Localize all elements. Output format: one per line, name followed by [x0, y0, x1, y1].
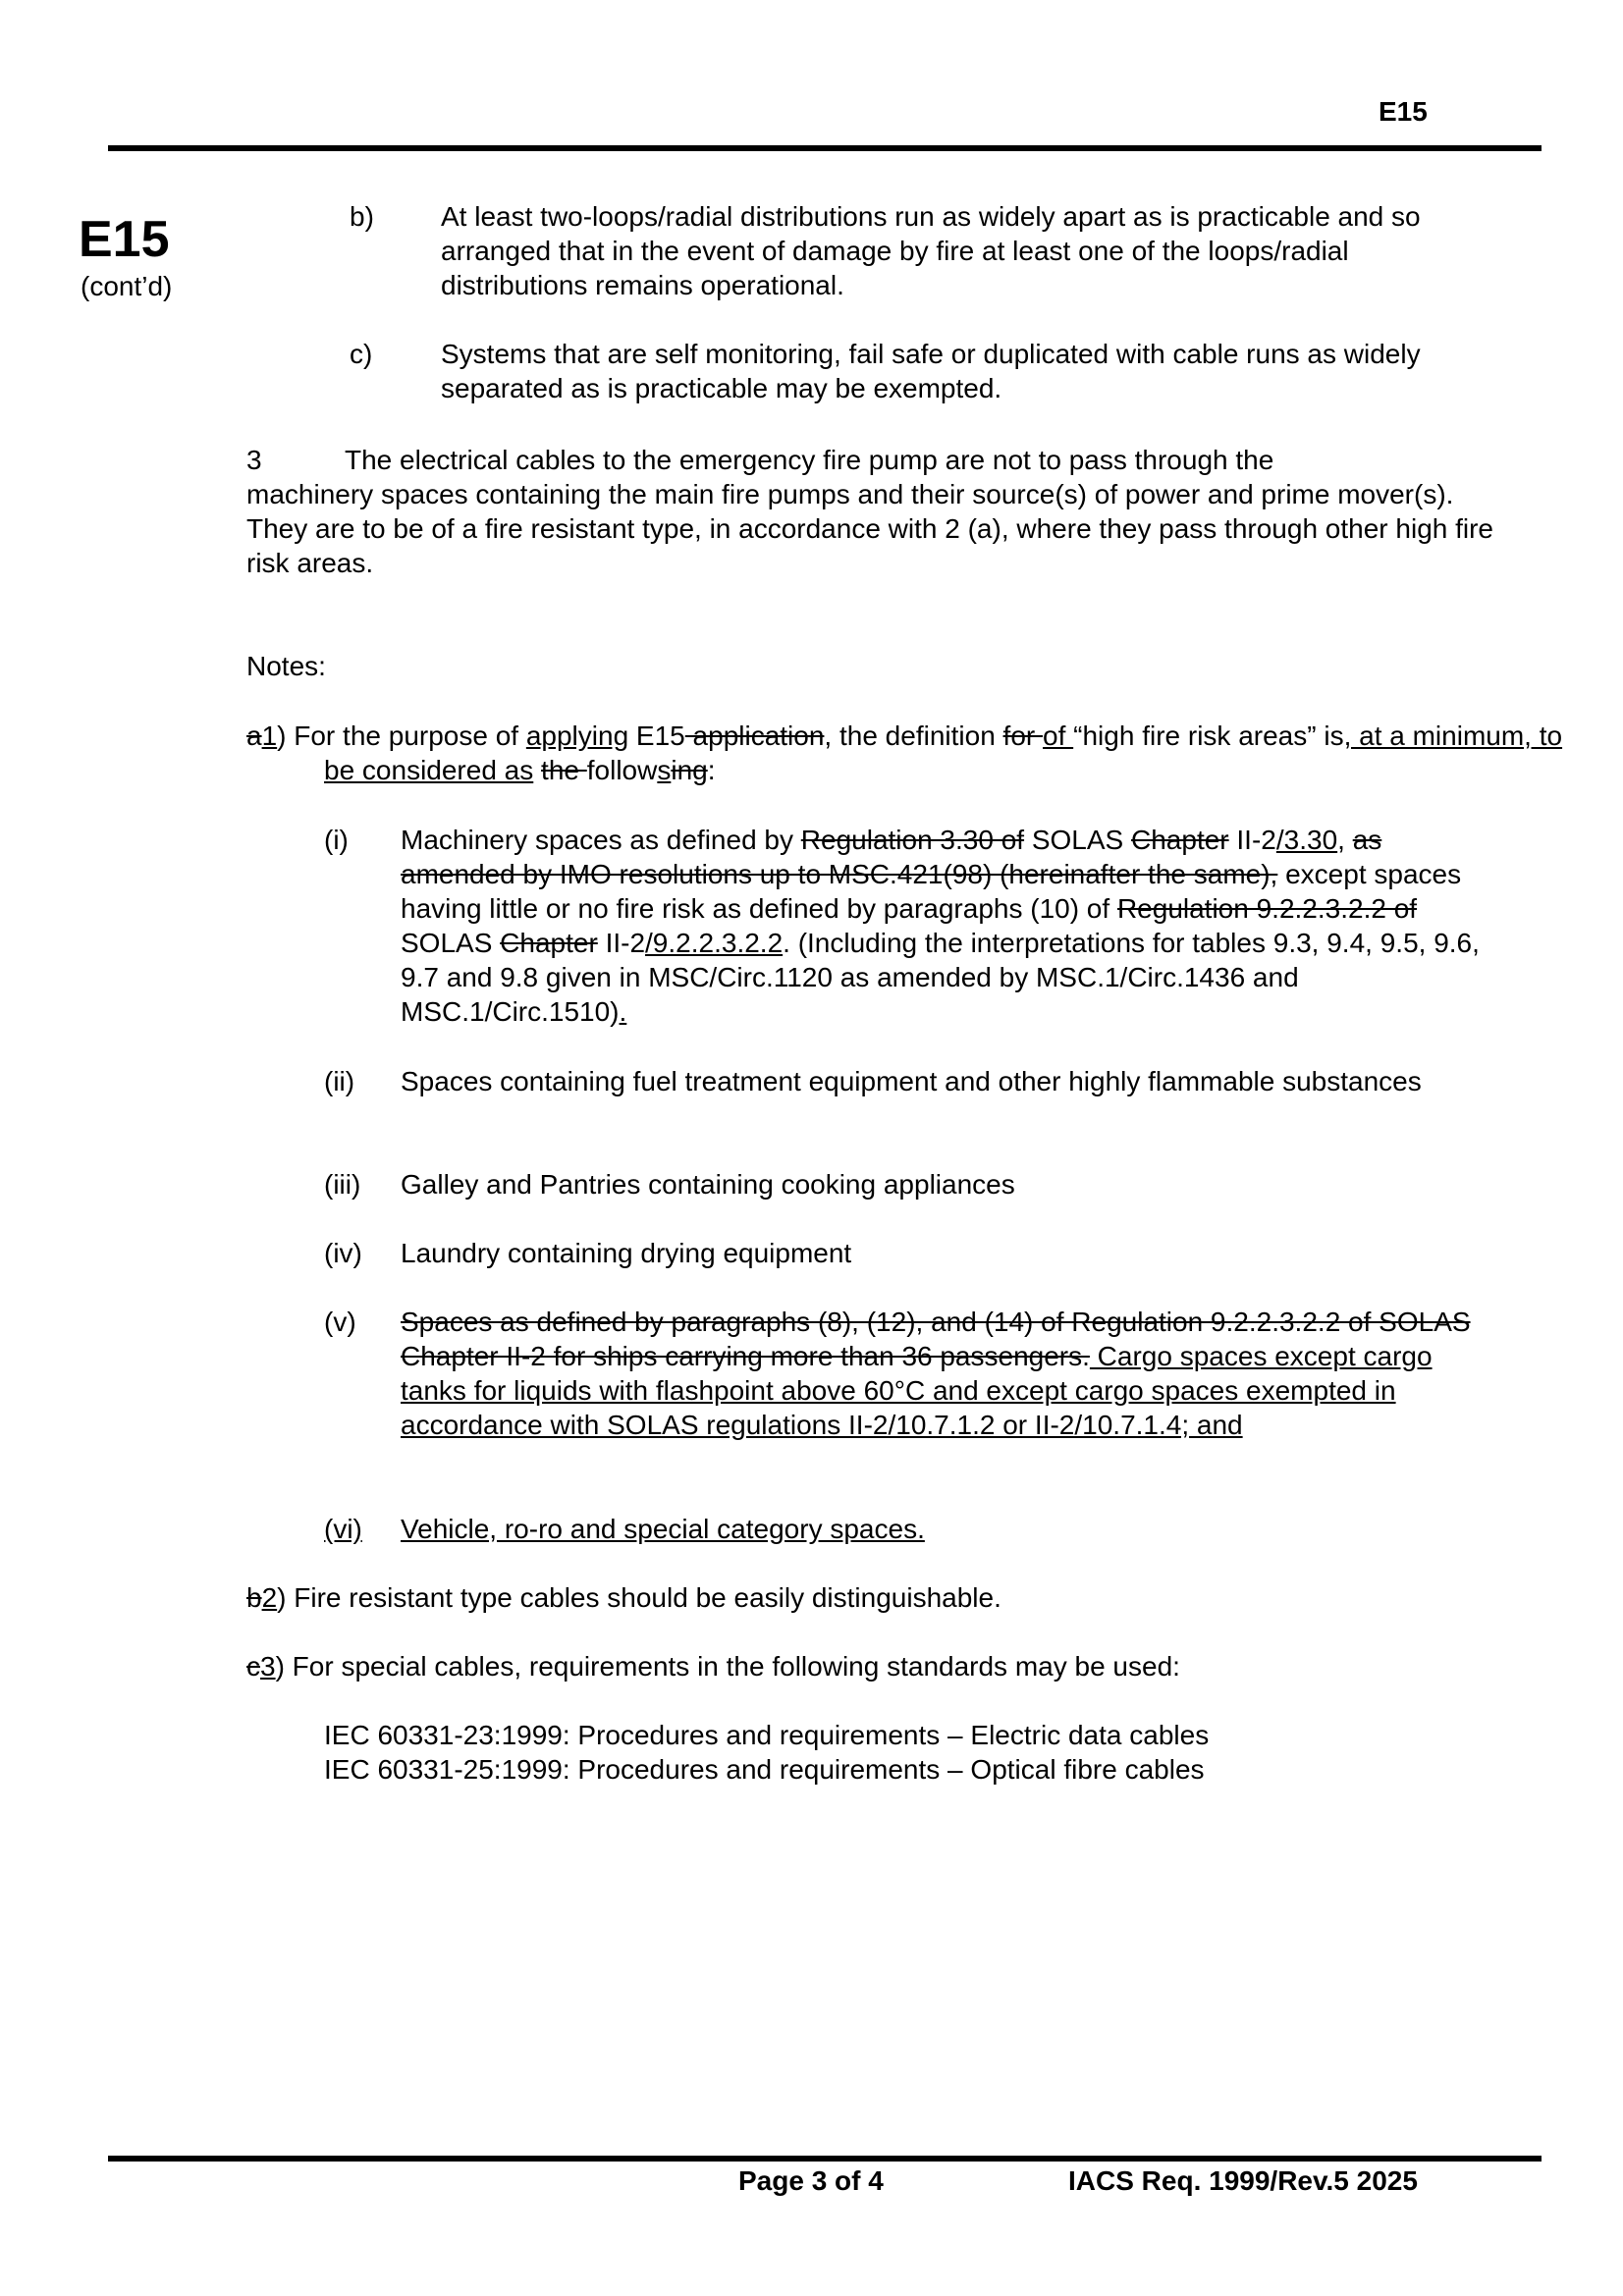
note-1-del-ing: ing	[671, 755, 708, 785]
para3-text: machinery spaces containing the main fire pumps and their source(s) of power and prime mover(s). They are to be of a fire resistant type, in accordance with 2 (a), where they pass through other high fire risk areas.	[246, 479, 1494, 578]
note-1-del-application: application	[684, 721, 825, 751]
note-1-ins-s: s	[657, 755, 672, 785]
para3-first-line: The electrical cables to the emergency fire pump are not to pass through the	[345, 445, 1274, 475]
subitem-i-deleted: Chapter	[500, 928, 598, 958]
subitem-i-deleted: as amended by IMO resolutions up to MSC.421(98) (hereinafter the same),	[401, 825, 1382, 889]
note-1-del-a: a	[246, 721, 262, 751]
item-c-label: c)	[350, 339, 373, 369]
note-3	[246, 1649, 1513, 1683]
note-1-ins-of: of	[1043, 721, 1074, 751]
note-1-text: :	[707, 755, 716, 785]
para3-number: 3	[246, 445, 262, 475]
note-2-del: b	[246, 1582, 262, 1613]
note-1	[246, 719, 1591, 787]
subitem-i-fragment: II-2	[597, 928, 646, 958]
note-3-del: c	[246, 1651, 260, 1682]
item-b-text: At least two-loops/radial distributions run as widely apart as is practicable and so arranged that in the event of damage by fire at least one of the loops/radial distributions remains operational.	[441, 201, 1421, 300]
subitem-i-deleted: Chapter	[1131, 825, 1229, 855]
subitem-v-inserted: Cargo spaces except cargo tanks for liquids with flashpoint above 60°C and except cargo spaces exempted in accordance with SOLAS regulations II-2/10.7.1.2 or II-2/10.7.1.4; and	[401, 1341, 1433, 1440]
iec-standard-1: IEC 60331-23:1999: Procedures and requirements – Electric data cables	[324, 1720, 1210, 1750]
subitem-i-fragment: II-2	[1228, 825, 1276, 855]
subitem-i-fragment: except spaces having little or no fire risk as defined by paragraphs (10) of	[401, 859, 1462, 924]
subitem-i-fragment: Machinery spaces as defined by	[401, 825, 801, 855]
item-c-text: Systems that are self monitoring, fail safe or duplicated with cable runs as widely separated as is practicable may be exempted.	[441, 339, 1421, 403]
note-1-text: E15	[628, 721, 685, 751]
note-1-del-the: the	[541, 755, 587, 785]
footer-rule	[108, 2156, 1542, 2162]
subitem-v-label: (v)	[324, 1307, 356, 1337]
subitem-ii-text: Spaces containing fuel treatment equipment and other highly flammable substances	[401, 1066, 1422, 1096]
subitem-iii-label: (iii)	[324, 1169, 361, 1200]
note-3-text: ) For special cables, requirements in the following standards may be used:	[275, 1651, 1180, 1682]
subitem-i-text	[401, 823, 1502, 1029]
subitem-i-deleted: Regulation 3.30 of	[800, 825, 1025, 855]
subitem-i-inserted: .	[619, 996, 627, 1027]
subitem-iv-text: Laundry containing drying equipment	[401, 1238, 852, 1268]
side-continued: (cont’d)	[81, 271, 173, 301]
note-1-ins-minimum: , at a minimum, to be considered as	[324, 721, 1563, 785]
note-1-text: , the definition	[824, 721, 1003, 751]
iec-standard-2: IEC 60331-25:1999: Procedures and requirements – Optical fibre cables	[324, 1754, 1205, 1785]
subitem-i-inserted: /9.2.2.3.2.2	[645, 928, 784, 958]
note-1-text: follow	[586, 755, 658, 785]
note-1-ins-applying: applying	[525, 721, 629, 751]
note-2-text: ) Fire resistant type cables should be easily distinguishable.	[277, 1582, 1001, 1613]
subitem-vi-text: Vehicle, ro-ro and special category spaces.	[401, 1514, 925, 1544]
subitem-ii-label: (ii)	[324, 1066, 355, 1096]
side-code: E15	[79, 211, 170, 268]
note-2-ins: 2	[261, 1582, 278, 1613]
note-1-ins-1: 1	[261, 721, 278, 751]
footer-page-number: Page 3 of 4	[738, 2165, 884, 2196]
subitem-iv-label: (iv)	[324, 1238, 362, 1268]
subitem-v-deleted: Spaces as defined by paragraphs (8), (12), and (14) of Regulation 9.2.2.3.2.2 of SOLAS Chapter II-2 for ships carrying more than 36 passengers.	[401, 1307, 1471, 1371]
subitem-i-fragment: SOLAS	[401, 928, 501, 958]
header-rule	[108, 145, 1542, 151]
note-1-del-for: for	[1002, 721, 1044, 751]
note-1-text: “high fire risk areas” is	[1073, 721, 1344, 751]
subitem-i-fragment: SOLAS	[1024, 825, 1131, 855]
header-code: E15	[1379, 96, 1428, 127]
subitem-i-inserted: /3.30	[1275, 825, 1338, 855]
note-3-ins: 3	[260, 1651, 276, 1682]
subitem-v-text	[401, 1305, 1502, 1442]
subitem-i-fragment: . (Including the interpretations for tables 9.3, 9.4, 9.5, 9.6, 9.7 and 9.8 given in MSC/Circ.1120 as amended by MSC.1/Circ.1436 and MSC.1/Circ.1510)	[401, 928, 1480, 1027]
footer-reference: IACS Req. 1999/Rev.5 2025	[1068, 2165, 1418, 2196]
note-1-text: ) For the purpose of	[277, 721, 526, 751]
note-1-text	[533, 755, 541, 785]
subitem-i-label: (i)	[324, 825, 349, 855]
note-2	[246, 1580, 1513, 1615]
subitem-vi	[324, 1512, 1404, 1546]
subitem-i-deleted: Regulation 9.2.2.3.2.2 of	[1116, 893, 1418, 924]
subitem-i-fragment: ,	[1337, 825, 1353, 855]
item-b-label: b)	[350, 201, 374, 232]
subitem-iii-text: Galley and Pantries containing cooking appliances	[401, 1169, 1015, 1200]
subitem-vi-label: (vi)	[324, 1514, 362, 1544]
notes-heading: Notes:	[246, 651, 326, 681]
